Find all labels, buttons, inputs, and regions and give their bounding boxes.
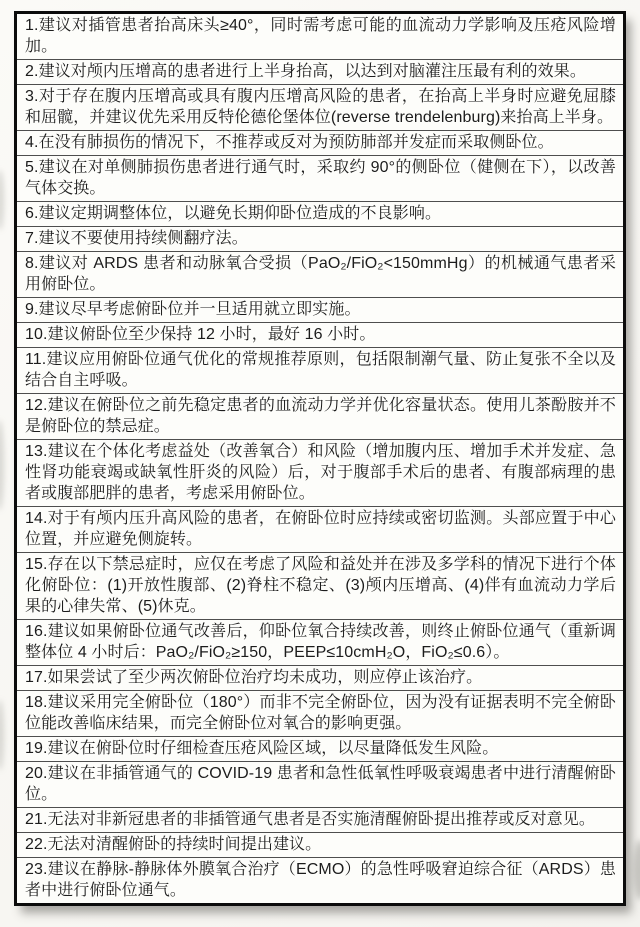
table-row: 11.建议应用俯卧位通气优化的常规推荐原则，包括限制潮气量、防止复张不全以及结合自主呼吸。 [17,347,623,393]
table-row: 4.在没有肺损伤的情况下，不推荐或反对为预防肺部并发症而采取侧卧位。 [17,130,623,155]
table-row: 10.建议俯卧位至少保持 12 小时，最好 16 小时。 [17,322,623,347]
table-row: 21.无法对非新冠患者的非插管通气患者是否实施清醒俯卧提出推荐或反对意见。 [17,807,623,832]
table-row: 5.建议在对单侧肺损伤患者进行通气时，采取约 90°的侧卧位（健侧在下），以改善气体交换。 [17,155,623,201]
recommendations-table [14,11,626,906]
table-row: 2.建议对颅内压增高的患者进行上半身抬高，以达到对脑灌注压最有利的效果。 [17,59,623,84]
table-row: 13.建议在个体化考虑益处（改善氧合）和风险（增加腹内压、增加手术并发症、急性肾功能衰竭或缺氧性肝炎的风险）后，对于腹部手术后的患者、有腹部病理的患者或腹部肥胖的患者，考虑采用俯卧位。 [17,439,623,506]
table-row: 1.建议对插管患者抬高床头≥40°，同时需考虑可能的血流动力学影响及压疮风险增加。 [25,17,616,55]
table-row: 22.无法对清醒俯卧的持续时间提出建议。 [17,832,623,857]
table-row: 17.如果尝试了至少两次俯卧位治疗均未成功，则应停止该治疗。 [17,665,623,690]
scan-artifact [0,700,4,770]
table-row: 15.存在以下禁忌症时，应仅在考虑了风险和益处并在涉及多学科的情况下进行个体化俯卧位：(1)开放性腹部、(2)脊柱不稳定、(3)颅内压增高、(4)伴有血流动力学后果的心律失常、(5)休克。 [17,552,623,619]
table-row: 23.建议在静脉-静脉体外膜氧合治疗（ECMO）的急性呼吸窘迫综合征（ARDS）患者中进行俯卧位通气。 [17,857,623,903]
table-row: 19.建议在俯卧位时仔细检查压疮风险区域，以尽量降低发生风险。 [17,736,623,761]
table-row: 3.对于存在腹内压增高或具有腹内压增高风险的患者，在抬高上半身时应避免屈膝和屈髋，并建议优先采用反特伦德伦堡体位(reverse trendelenburg)来抬高上半身。 [17,84,623,130]
table-row: 9.建议尽早考虑俯卧位并一旦适用就立即实施。 [17,297,623,322]
table-row: 16.建议如果俯卧位通气改善后，仰卧位氧合持续改善，则终止俯卧位通气（重新调整体位 4 小时后：PaO₂/FiO₂≥150，PEEP≤10cmH₂O，FiO₂≤0.6）。 [17,619,623,665]
scan-artifact [0,170,4,230]
table-row: 7.建议不要使用持续侧翻疗法。 [17,226,623,251]
table-row: 14.对于有颅内压升高风险的患者，在俯卧位时应持续或密切监测。头部应置于中心位置，并应避免侧旋转。 [17,506,623,552]
table-row: 18.建议采用完全俯卧位（180°）而非不完全俯卧位，因为没有证据表明不完全俯卧位能改善临床结果，而完全俯卧位对氧合的影响更强。 [17,690,623,736]
table-row: 20.建议在非插管通气的 COVID-19 患者和急性低氧性呼吸衰竭患者中进行清醒俯卧位。 [17,761,623,807]
table-row: 6.建议定期调整体位，以避免长期仰卧位造成的不良影响。 [17,201,623,226]
table-row: 12.建议在俯卧位之前先稳定患者的血流动力学并优化容量状态。使用儿茶酚胺并不是俯卧位的禁忌症。 [17,393,623,439]
table-row: 8.建议对 ARDS 患者和动脉氧合受损（PaO₂/FiO₂<150mmHg）的机械通气患者采用俯卧位。 [17,251,623,297]
scan-artifact [634,840,640,900]
scan-artifact [0,420,4,510]
